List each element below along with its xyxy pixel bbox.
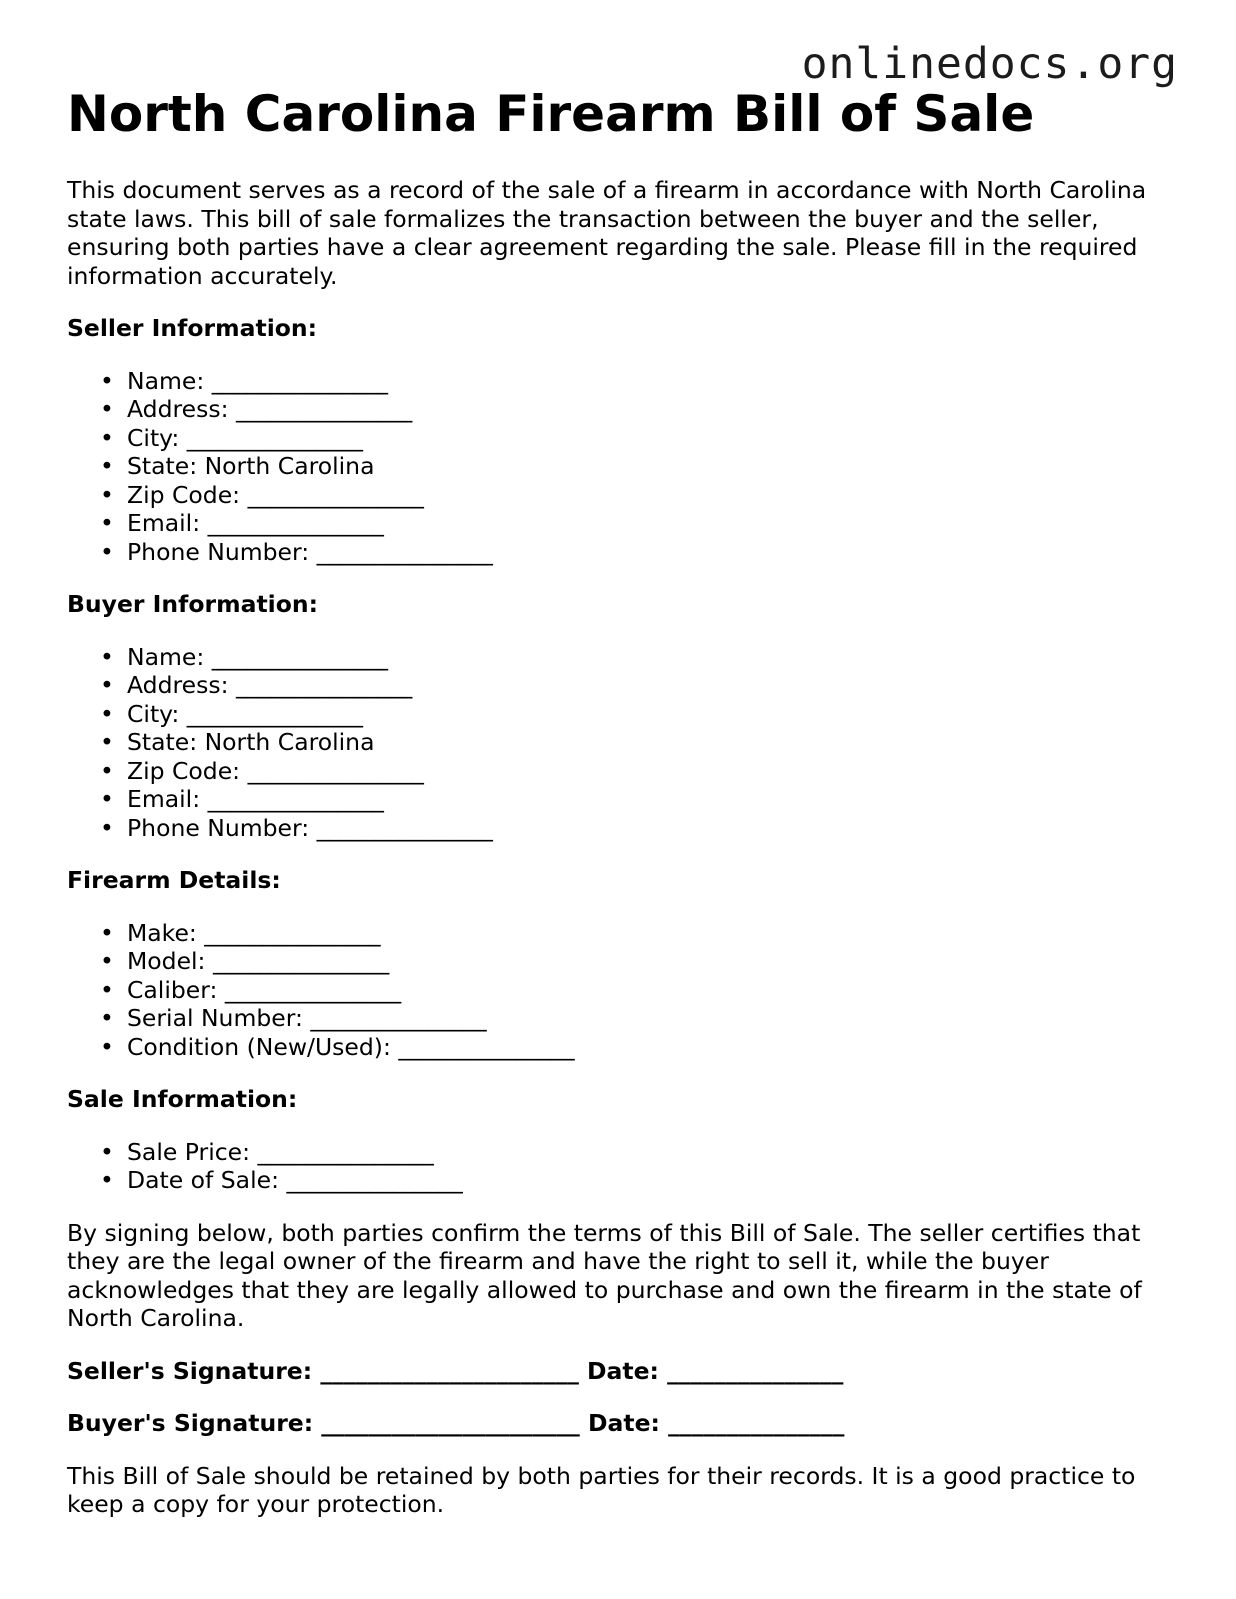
buyer-section-heading: Buyer Information: — [67, 590, 319, 618]
buyer-fields-list — [67, 643, 1177, 843]
buyer-signature-text: Buyer's Signature: ______________________ Date: _______________ — [67, 1409, 845, 1437]
terms-paragraph: By signing below, both parties confirm the terms of this Bill of Sale. The seller certifies that they are the legal owner of the firearm and have the right to sell it, while the buyer acknowledges that they are legally allowed to purchase and own the firearm in the state of North Carolina. — [67, 1218, 1142, 1332]
firearm-fields-list — [67, 919, 1177, 1062]
buyer-signature-line — [67, 1409, 1177, 1438]
buyer-zip-field: • Zip Code: _______________ — [127, 757, 1177, 786]
seller-signature-line — [67, 1357, 1177, 1386]
page-title: North Carolina Firearm Bill of Sale — [67, 85, 1035, 143]
buyer-city-field: • City: _______________ — [127, 700, 1177, 729]
intro-paragraph: This document serves as a record of the sale of a firearm in accordance with North Carolina state laws. This bill of sale formalizes the transaction between the buyer and the seller, ensuring both parties have a clear agreement regarding the sale. Please fill in the required information accurately. — [67, 176, 1147, 290]
buyer-state-field: • State: North Carolina — [127, 728, 1177, 757]
seller-phone-field: • Phone Number: _______________ — [127, 538, 1177, 567]
seller-name-field: • Name: _______________ — [127, 367, 1177, 396]
seller-city-field: • City: _______________ — [127, 424, 1177, 453]
seller-section-heading: Seller Information: — [67, 314, 318, 342]
firearm-model-field: • Model: _______________ — [127, 947, 1177, 976]
firearm-serial-field: • Serial Number: _______________ — [127, 1004, 1177, 1033]
seller-signature-text: Seller's Signature: ______________________ Date: _______________ — [67, 1356, 844, 1385]
seller-address-field: • Address: _______________ — [127, 395, 1177, 424]
seller-fields-list — [67, 367, 1177, 567]
sale-date-field: • Date of Sale: _______________ — [127, 1166, 1177, 1195]
retention-paragraph: This Bill of Sale should be retained by both parties for their records. It is a good practice to keep a copy for your protection. — [67, 1461, 1136, 1518]
buyer-name-field: • Name: _______________ — [127, 643, 1177, 672]
sale-price-field: • Sale Price: _______________ — [127, 1138, 1177, 1167]
buyer-address-field: • Address: _______________ — [127, 671, 1177, 700]
document-body — [67, 84, 1177, 1519]
firearm-condition-field: • Condition (New/Used): _______________ — [127, 1033, 1177, 1062]
firearm-caliber-field: • Caliber: _______________ — [127, 976, 1177, 1005]
buyer-email-field: • Email: _______________ — [127, 785, 1177, 814]
seller-email-field: • Email: _______________ — [127, 509, 1177, 538]
watermark-text: onlinedocs.org — [801, 39, 1178, 89]
firearm-section-heading: Firearm Details: — [67, 866, 281, 894]
sale-fields-list — [67, 1138, 1177, 1195]
sale-section-heading: Sale Information: — [67, 1085, 298, 1113]
firearm-make-field: • Make: _______________ — [127, 919, 1177, 948]
buyer-phone-field: • Phone Number: _______________ — [127, 814, 1177, 843]
seller-zip-field: • Zip Code: _______________ — [127, 481, 1177, 510]
seller-state-field: • State: North Carolina — [127, 452, 1177, 481]
